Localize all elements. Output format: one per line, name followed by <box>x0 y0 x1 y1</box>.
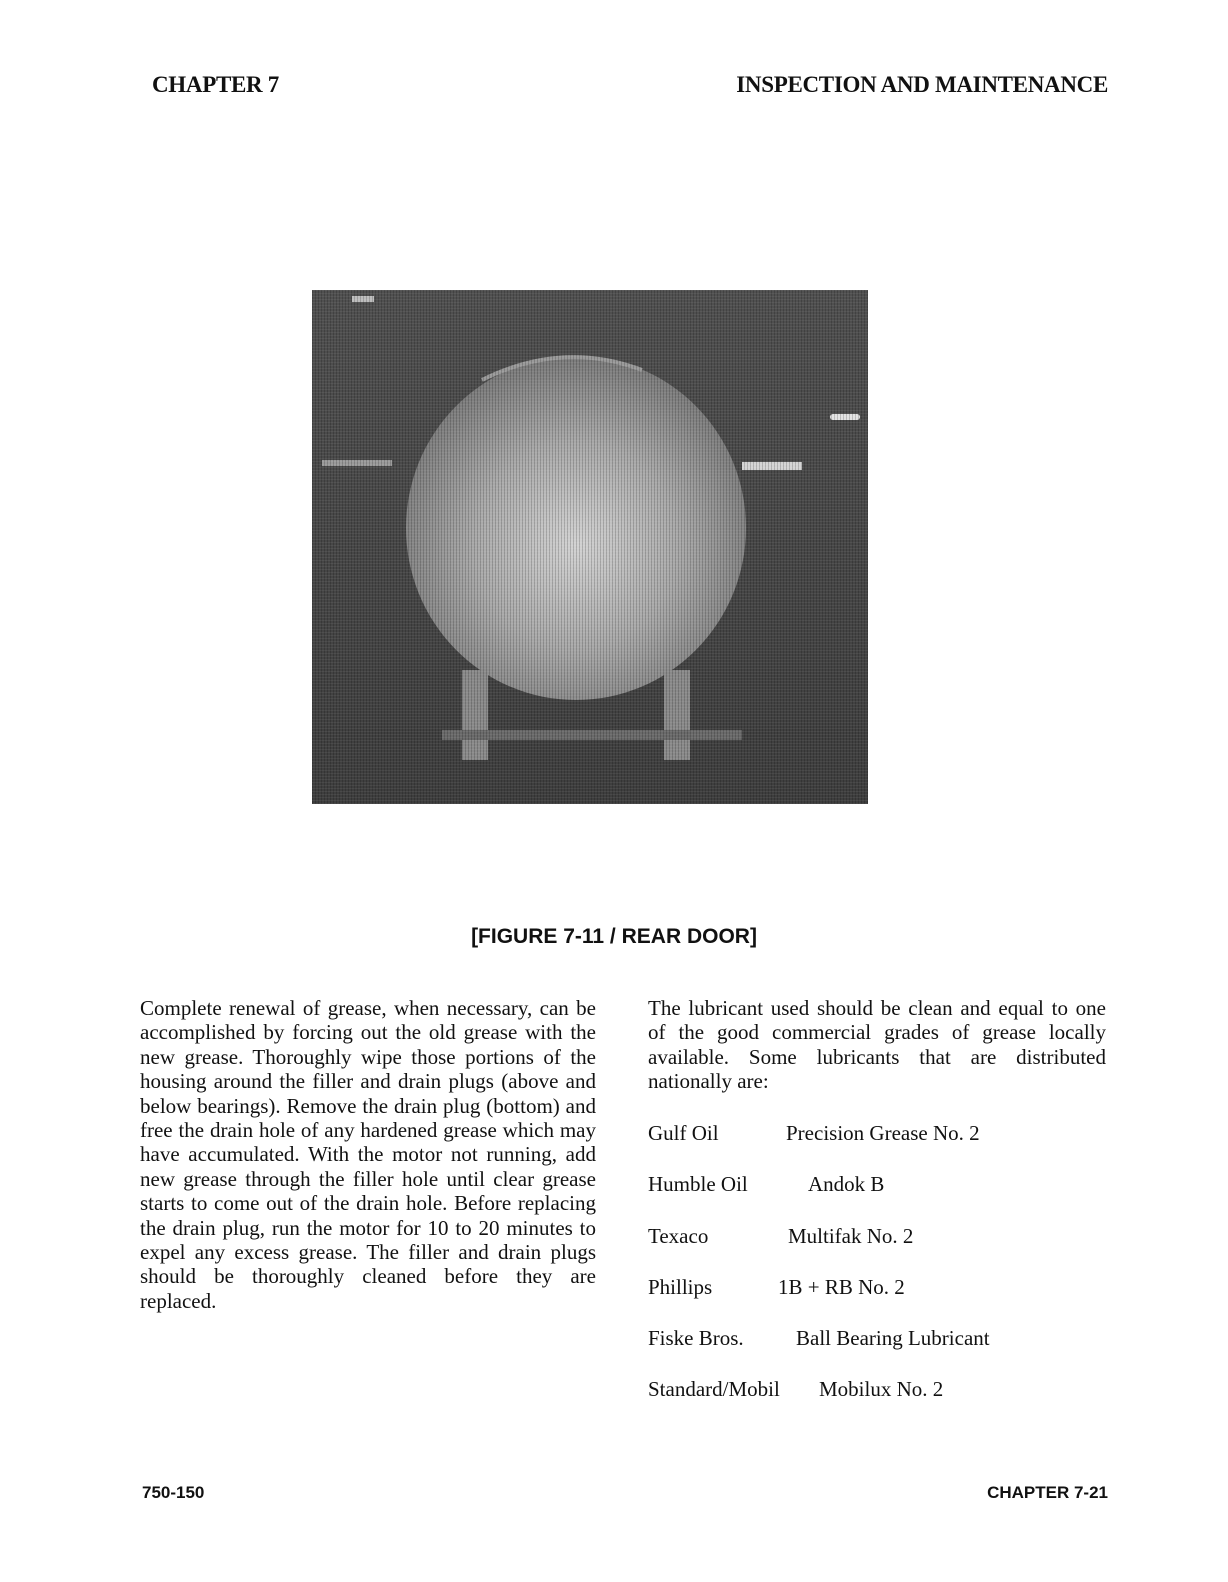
lubricant-row <box>648 1326 1108 1377</box>
lubricant-brand: Standard/Mobil <box>648 1377 780 1402</box>
chapter-header: CHAPTER 7 <box>152 72 280 97</box>
lubricant-brand: Fiske Bros. <box>648 1326 744 1351</box>
lubricant-product: Multifak No. 2 <box>788 1223 914 1248</box>
lubricant-product: Mobilux No. 2 <box>819 1377 944 1402</box>
rear-door-photo <box>312 290 868 804</box>
lubricant-row <box>648 1275 1108 1326</box>
lubricant-list <box>648 1121 1108 1429</box>
grease-renewal-paragraph: Complete renewal of grease, when necessary, can be accomplished by forcing out the old grease with the new grease. Thoroughly wipe those portions of the housing around the filler and drain plugs (above and below bearings). Remove the drain plug (bottom) and free the drain hole of any hardened grease which may have accumulated. With the motor not running, add new grease through the filler hole until clear grease starts to come out of the drain hole. Before replacing the drain plug, run the motor for 10 to 20 minutes to expel any excess grease. The filler and drain plugs should be thoroughly cleaned before they are replaced. <box>140 996 596 1313</box>
document-number: 750-150 <box>142 1483 205 1502</box>
lubricant-product: Precision Grease No. 2 <box>786 1121 980 1145</box>
lubricant-product: Ball Bearing Lubricant <box>796 1326 990 1351</box>
lubricant-row <box>648 1377 1108 1428</box>
lubricant-brand: Gulf Oil <box>648 1121 719 1145</box>
section-header: INSPECTION AND MAINTENANCE <box>736 72 1108 97</box>
lubricant-brand: Texaco <box>648 1223 709 1248</box>
lubricant-row <box>648 1172 1108 1223</box>
lubricant-intro-paragraph: The lubricant used should be clean and equal to one of the good commercial grades of grease locally available. Some lubricants that are distributed nationally are: <box>648 996 1106 1094</box>
lubricant-row <box>648 1224 1108 1275</box>
page-number: CHAPTER 7-21 <box>987 1483 1108 1502</box>
lubricant-brand: Phillips <box>648 1274 713 1299</box>
lubricant-brand: Humble Oil <box>648 1172 748 1197</box>
lubricant-product: Andok B <box>808 1172 885 1197</box>
figure-caption: [FIGURE 7-11 / REAR DOOR] <box>471 925 757 948</box>
lubricant-product: 1B + RB No. 2 <box>778 1274 905 1299</box>
lubricant-row <box>648 1121 1108 1172</box>
